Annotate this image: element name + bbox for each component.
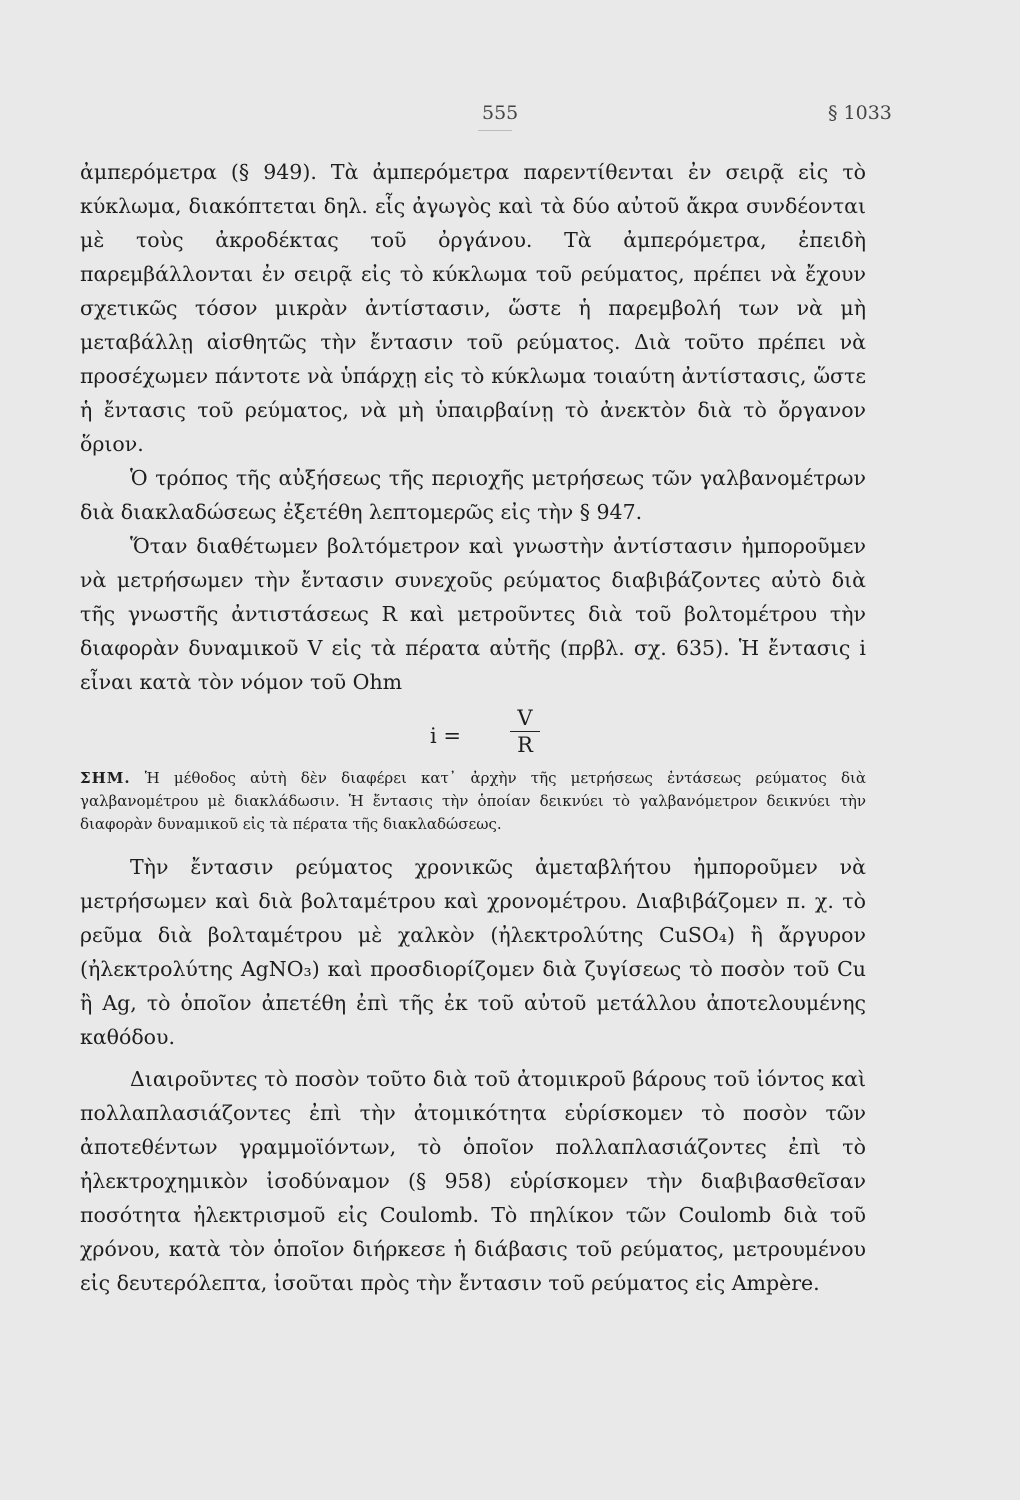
formula-fraction [510,705,540,758]
note-label: ΣΗΜ. [80,769,131,787]
body-text [80,155,866,1300]
header-rule [478,130,512,131]
formula-numerator: V [517,706,533,730]
formula-lhs: i = [430,724,461,748]
page-number: 555 [482,102,519,124]
paragraph-gap [80,1054,866,1062]
footnote [80,767,866,836]
page-header [0,102,1020,132]
paragraph-coulomb: Διαιροῦντες τὸ ποσὸν τοῦτο διὰ τοῦ ἀτομικροῦ βάρους τοῦ ἰόντος καὶ πολλαπλασιάζοντες ἐπὶ τὴν ἀτομικότητα εὑρίσκομεν τὸ ποσὸν τῶν ἀποτεθέντων γραμμοϊόντων, τὸ ὁποῖον πολλαπλασιάζοντες ἐπὶ τὸ ἠλεκτροχημικὸν ἰσοδύναμον (§ 958) εὑρίσκομεν τὴν διαβιβασθεῖσαν ποσότητα ἠλεκτρισμοῦ εἰς Coulomb. Τὸ πηλίκον τῶν Coulomb διὰ τοῦ χρόνου, κατὰ τὸν ὁποῖον διήρκεσε ἡ διάβασις τοῦ ρεύματος, μετρουμένου εἰς δευτερόλεπτα, ἰσοῦται πρὸς τὴν ἔντασιν τοῦ ρεύματος εἰς Ampère. [80,1067,866,1295]
paragraph-shunt: Ὁ τρόπος τῆς αὐξήσεως τῆς περιοχῆς μετρήσεως τῶν γαλβανομέτρων διὰ διακλαδώσεως ἐξετέθη λεπτομερῶς εἰς τὴν § 947. [80,466,866,524]
paragraph-ammeters: ἀμπερόμετρα (§ 949). Τὰ ἀμπερόμετρα παρεντίθενται ἐν σειρᾷ εἰς τὸ κύκλωμα, διακόπτεται δηλ. εἷς ἀγωγὸς καὶ τὰ δύο αὐτοῦ ἄκρα συνδέονται μὲ τοὺς ἀκροδέκτας τοῦ ὀργάνου. Τὰ ἀμπερόμετρα, ἐπειδὴ παρεμβάλλονται ἐν σειρᾷ εἰς τὸ κύκλωμα τοῦ ρεύματος, πρέπει νὰ ἔχουν σχετικῶς τόσον μικρὰν ἀντίστασιν, ὥστε ἡ παρεμβολή των νὰ μὴ μεταβάλλῃ αἰσθητῶς τὴν ἔντασιν τοῦ ρεύματος. Διὰ τοῦτο πρέπει νὰ προσέχωμεν πάντοτε νὰ ὑπάρχῃ εἰς τὸ κύκλωμα τοιαύτη ἀντίστασις, ὥστε ἡ ἔντασις τοῦ ρεύματος, νὰ μὴ ὑπαιρβαίνῃ τὸ ἀνεκτὸν διὰ τὸ ὄργανον ὅριον. [80,160,866,456]
paragraph-voltameter: Τὴν ἔντασιν ρεύματος χρονικῶς ἀμεταβλήτου ἠμποροῦμεν νὰ μετρήσωμεν καὶ διὰ βολταμέτρου καὶ χρονομέτρου. Διαβιβάζομεν π. χ. τὸ ρεῦμα διὰ βολταμέτρου μὲ χαλκὸν (ἠλεκτρολύτης CuSO₄) ἢ ἄργυρον (ἠλεκτρολύτης AgNO₃) καὶ προσδιορίζομεν διὰ ζυγίσεως τὸ ποσὸν τοῦ Cu ἢ Ag, τὸ ὁποῖον ἀπετέθη ἐπὶ τῆς ἐκ τοῦ αὐτοῦ μετάλλου ἀποτελουμένης καθόδου. [80,855,866,1049]
section-number: § 1033 [828,102,892,124]
ohm-formula [430,705,866,763]
formula-denominator: R [517,733,533,757]
note-text: Ἡ μέθοδος αὐτὴ δὲν διαφέρει κατ᾽ ἀρχὴν τῆς μετρήσεως ἐντάσεως ρεύματος διὰ γαλβανομέτρου μὲ διακλάδωσιν. Ἡ ἔντασις τὴν ὁποίαν δεικνύει τὸ γαλβανόμετρον δεικνύει τὴν διαφορὰν δυναμικοῦ εἰς τὰ πέρατα τῆς διακλαδώσεως. [80,769,866,833]
paragraph-voltmeter: Ὅταν διαθέτωμεν βολτόμετρον καὶ γνωστὴν ἀντίστασιν ἠμποροῦμεν νὰ μετρήσωμεν τὴν ἔντασιν συνεχοῦς ρεύματος διαβιβάζοντες αὐτὸ διὰ τῆς γνωστῆς ἀντιστάσεως R καὶ μετροῦντες διὰ τοῦ βολτομέτρου τὴν διαφορὰν δυναμικοῦ V εἰς τὰ πέρατα αὐτῆς (πρβλ. σχ. 635). Ἡ ἔντασις i εἶναι κατὰ τὸν νόμον τοῦ Ohm [80,534,866,694]
